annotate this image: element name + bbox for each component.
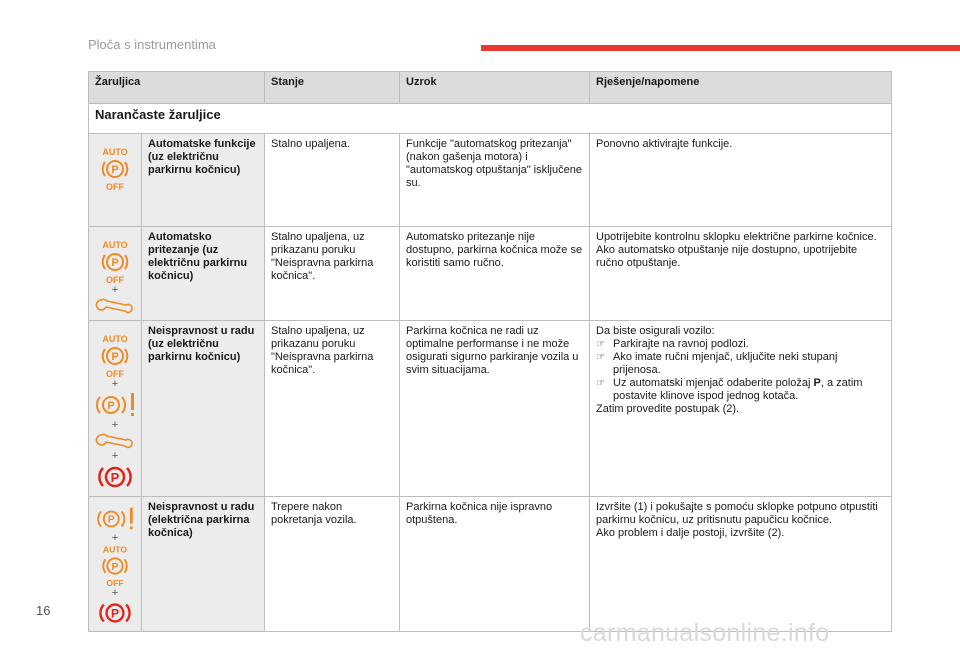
- lamp-state: Stalno upaljena, uz prikazanu poruku "Neispravna parkirna kočnica".: [265, 227, 400, 321]
- auto-off-p-icon: [93, 239, 137, 285]
- step-text: Uz automatski mjenjač odaberite položaj: [613, 377, 814, 389]
- parking-brake-p-icon: [93, 462, 137, 492]
- lamp-name: Automatsko pritezanje (uz električnu parkirnu kočnicu): [142, 227, 265, 321]
- lamp-icons-cell: [89, 497, 142, 632]
- wrench-icon: [95, 431, 135, 451]
- table-header-row: [89, 72, 892, 104]
- lamp-cause: Parkirna kočnica ne radi uz optimalne performanse i ne može osigurati sigurno parkiranje vozila u svim situacijama.: [400, 321, 590, 497]
- svg-text:AUTO: AUTO: [102, 240, 128, 250]
- lamp-cause: Parkirna kočnica nije ispravno otpuštena.: [400, 497, 590, 632]
- table-row: [89, 497, 892, 632]
- solution-step: ☞ Parkirajte na ravnoj podlozi.: [596, 338, 885, 351]
- lamp-icons-cell: [89, 321, 142, 497]
- lamp-state: Stalno upaljena.: [265, 134, 400, 227]
- column-header-cause: Uzrok: [400, 72, 590, 104]
- section-title: Ploča s instrumentima: [88, 37, 216, 52]
- svg-text:AUTO: AUTO: [102, 334, 128, 344]
- plus-sign: +: [111, 587, 119, 599]
- solution-steps: [596, 338, 885, 403]
- lamp-name: Neispravnost u radu (uz električnu parkirnu kočnicu): [142, 321, 265, 497]
- auto-off-p-icon: [93, 544, 137, 588]
- plus-sign: +: [111, 378, 119, 390]
- svg-text:OFF: OFF: [106, 182, 124, 192]
- svg-text:P: P: [111, 560, 119, 573]
- solution-step: [596, 377, 885, 403]
- svg-text:P: P: [107, 400, 115, 412]
- solution-line: Ako automatsko otpuštanje nije dostupno, upotrijebite ručno otpuštanje.: [596, 244, 858, 269]
- warning-lights-table: [88, 71, 892, 632]
- plus-sign: +: [111, 532, 119, 544]
- lamp-solution: Ponovno aktivirajte funkcije.: [590, 134, 892, 227]
- auto-off-p-icon: [93, 333, 137, 379]
- solution-line: Upotrijebite kontrolnu sklopku električne parkirne kočnice.: [596, 231, 877, 243]
- lamp-name: Automatske funkcije (uz električnu parkirnu kočnicu): [142, 134, 265, 227]
- lamp-solution: [590, 227, 892, 321]
- lamp-cause: Funkcije "automatskog pritezanja" (nakon gašenja motora) i "automatskog otpuštanja" isključene su.: [400, 134, 590, 227]
- lamp-solution: [590, 497, 892, 632]
- lamp-solution: [590, 321, 892, 497]
- svg-text:P: P: [111, 351, 119, 363]
- lamp-icons-cell: [89, 227, 142, 321]
- column-header-state: Stanje: [265, 72, 400, 104]
- header-accent-bar: [481, 45, 960, 51]
- lamp-cause: Automatsko pritezanje nije dostupno, parkirna kočnica može se koristiti samo ručno.: [400, 227, 590, 321]
- solution-intro: Da biste osigurali vozilo:: [596, 325, 715, 337]
- table-row: [89, 134, 892, 227]
- solution-outro: Zatim provedite postupak (2).: [596, 403, 740, 415]
- lamp-name: Neispravnost u radu (električna parkirna kočnica): [142, 497, 265, 632]
- plus-sign: +: [111, 450, 119, 462]
- solution-line: Ako problem i dalje postoji, izvršite (2).: [596, 527, 785, 539]
- p-exclamation-icon: [91, 390, 139, 420]
- solution-step: ☞ Ako imate ručni mjenjač, uključite neki stupanj prijenosa.: [596, 351, 885, 377]
- lamp-state: Trepere nakon pokretanja vozila.: [265, 497, 400, 632]
- section-row: [89, 104, 892, 134]
- plus-sign: +: [111, 284, 119, 296]
- svg-text:OFF: OFF: [106, 275, 124, 285]
- svg-text:AUTO: AUTO: [102, 544, 128, 555]
- svg-text:P: P: [110, 606, 120, 621]
- watermark: carmanualsonline.info: [580, 619, 830, 647]
- auto-off-p-icon: [93, 146, 137, 192]
- svg-text:OFF: OFF: [106, 369, 124, 379]
- svg-text:P: P: [107, 514, 115, 526]
- lamp-icons-cell: [89, 134, 142, 227]
- section-heading: Narančaste žaruljice: [89, 104, 892, 134]
- wrench-icon: [95, 296, 135, 316]
- svg-text:P: P: [111, 164, 119, 176]
- parking-brake-p-icon: [93, 599, 137, 627]
- svg-text:P: P: [111, 257, 119, 269]
- svg-text:OFF: OFF: [106, 578, 124, 588]
- page-number: 16: [36, 603, 51, 618]
- svg-text:P: P: [110, 470, 120, 485]
- column-header-lamp: Žaruljica: [89, 72, 265, 104]
- table-row: [89, 321, 892, 497]
- step-text: , a zatim postavite klinove ispod jednog kotača.: [613, 377, 863, 402]
- svg-text:AUTO: AUTO: [102, 147, 128, 157]
- gear-position-p: P: [813, 377, 821, 389]
- table-row: [89, 227, 892, 321]
- solution-line: Izvršite (1) i pokušajte s pomoću sklopke potpuno otpustiti parkirnu kočnicu, uz pritisnutu papučicu kočnice.: [596, 501, 878, 526]
- column-header-solution: Rješenje/napomene: [590, 72, 892, 104]
- p-exclamation-icon: [91, 505, 139, 533]
- plus-sign: +: [111, 419, 119, 431]
- lamp-state: Stalno upaljena, uz prikazanu poruku "Neispravna parkirna kočnica".: [265, 321, 400, 497]
